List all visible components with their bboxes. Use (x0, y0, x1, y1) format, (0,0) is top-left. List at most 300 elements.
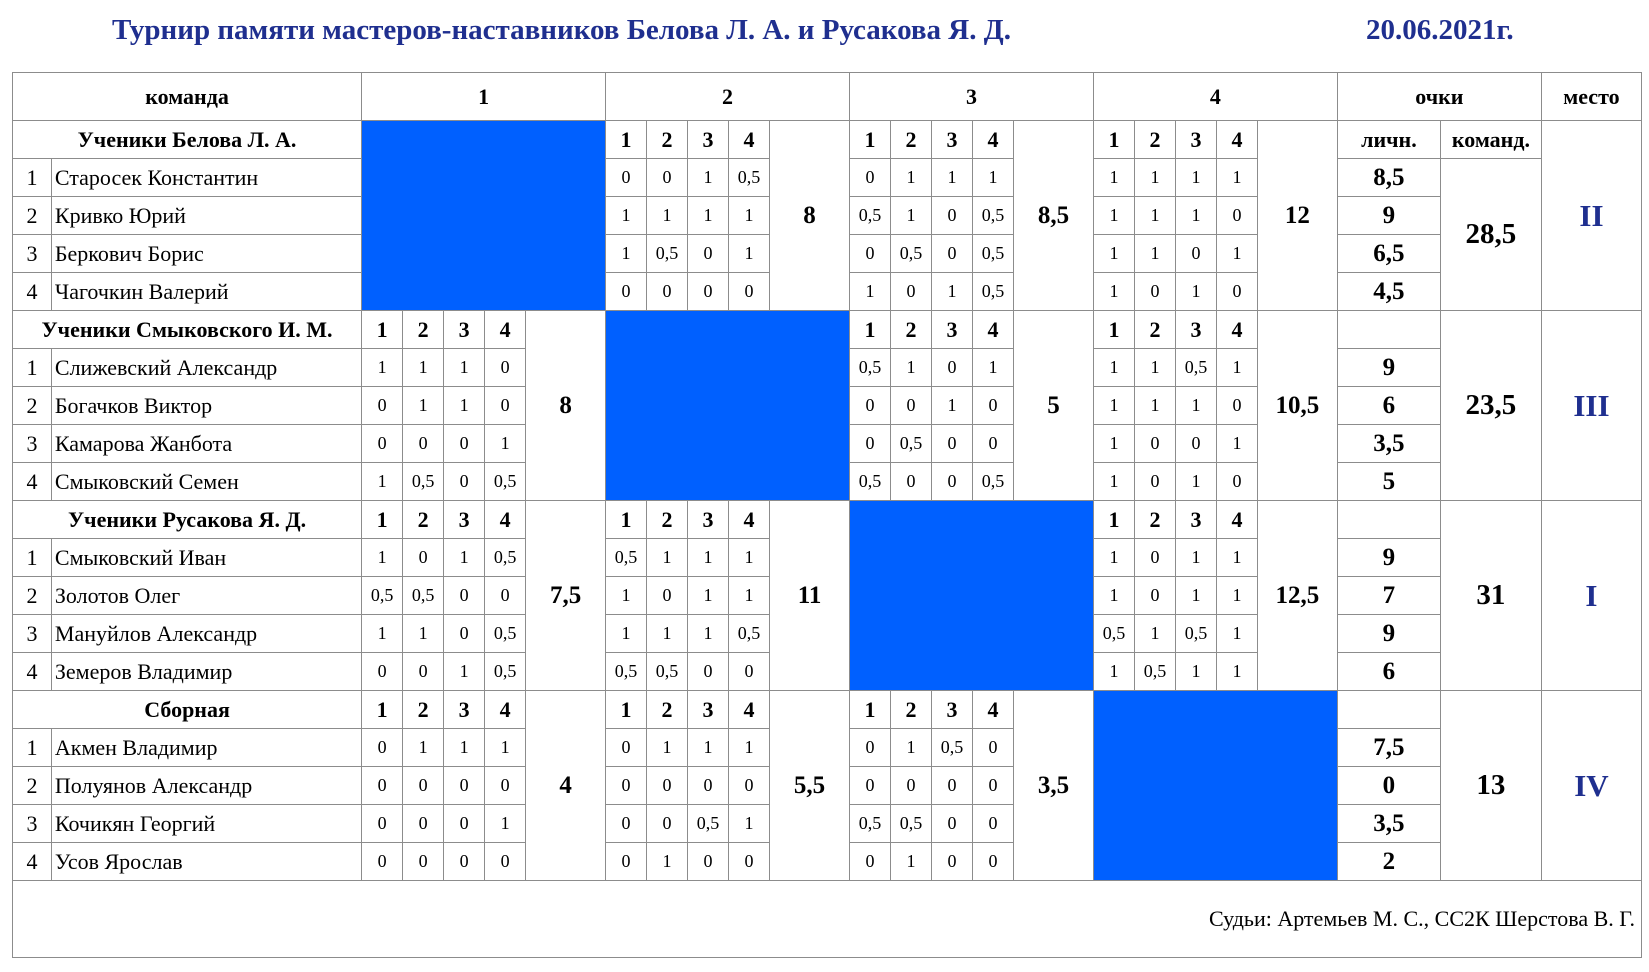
player-name: Беркович Борис (51, 235, 361, 273)
game-score: 1 (729, 197, 770, 235)
board-number: 3 (688, 691, 729, 729)
game-score: 0 (891, 387, 932, 425)
judges-line: Судьи: Артемьев М. С., СС2К Шерстова В. Г. (13, 881, 1642, 958)
game-score: 1 (729, 539, 770, 577)
player-name: Кочикян Георгий (51, 805, 361, 843)
game-score: 0,5 (403, 577, 444, 615)
game-score: 1 (1216, 235, 1257, 273)
self-play-block (1093, 691, 1337, 881)
game-score: 0 (485, 767, 526, 805)
game-score: 1 (1175, 539, 1216, 577)
game-score: 1 (606, 577, 647, 615)
game-score: 0 (729, 653, 770, 691)
board-number: 4 (485, 501, 526, 539)
player-name: Камарова Жанбота (51, 425, 361, 463)
self-play-block (850, 501, 1094, 691)
personal-points: 9 (1337, 349, 1440, 387)
player-number: 3 (13, 425, 52, 463)
game-score: 1 (1093, 273, 1134, 311)
game-score: 0,5 (729, 615, 770, 653)
player-name: Золотов Олег (51, 577, 361, 615)
team-header-row (13, 501, 1642, 539)
game-score: 0 (850, 425, 891, 463)
board-number: 3 (1175, 311, 1216, 349)
board-number: 3 (688, 501, 729, 539)
personal-points: 8,5 (1337, 159, 1440, 197)
col-header-team: команда (13, 73, 362, 121)
game-score: 0 (444, 843, 485, 881)
game-score: 1 (688, 615, 729, 653)
personal-points: 6 (1337, 387, 1440, 425)
board-number: 3 (932, 311, 973, 349)
match-total: 12,5 (1257, 501, 1337, 691)
game-score: 0,5 (485, 463, 526, 501)
board-number: 4 (729, 121, 770, 159)
game-score: 0 (606, 729, 647, 767)
game-score: 0 (606, 273, 647, 311)
game-score: 0,5 (891, 235, 932, 273)
board-number: 2 (403, 691, 444, 729)
game-score: 1 (729, 577, 770, 615)
team-points: 28,5 (1440, 159, 1541, 311)
team-points: 23,5 (1440, 311, 1541, 501)
game-score: 1 (606, 235, 647, 273)
game-score: 1 (606, 197, 647, 235)
player-number: 4 (13, 653, 52, 691)
board-number: 1 (362, 501, 403, 539)
game-score: 0 (850, 843, 891, 881)
team-points: 13 (1440, 691, 1541, 881)
game-score: 1 (1216, 539, 1257, 577)
game-score: 0 (850, 159, 891, 197)
board-number: 2 (1134, 121, 1175, 159)
footer-row (13, 881, 1642, 958)
game-score: 0 (647, 273, 688, 311)
game-score: 0 (444, 463, 485, 501)
board-number: 4 (1216, 501, 1257, 539)
game-score: 1 (1093, 235, 1134, 273)
game-score: 0,5 (932, 729, 973, 767)
player-number: 1 (13, 539, 52, 577)
board-number: 1 (850, 121, 891, 159)
board-number: 3 (688, 121, 729, 159)
game-score: 1 (891, 159, 932, 197)
match-total: 3,5 (1014, 691, 1094, 881)
board-number: 2 (1134, 501, 1175, 539)
game-score: 0 (1175, 235, 1216, 273)
team-place: II (1541, 121, 1641, 311)
game-score: 1 (1093, 577, 1134, 615)
personal-points-empty (1337, 501, 1440, 539)
player-number: 1 (13, 349, 52, 387)
game-score: 0,5 (647, 653, 688, 691)
game-score: 1 (1216, 159, 1257, 197)
game-score: 1 (1175, 463, 1216, 501)
player-number: 2 (13, 767, 52, 805)
player-number: 3 (13, 615, 52, 653)
game-score: 0 (362, 805, 403, 843)
game-score: 0 (891, 463, 932, 501)
game-score: 1 (729, 805, 770, 843)
game-score: 1 (444, 729, 485, 767)
board-number: 3 (444, 691, 485, 729)
game-score: 0 (1216, 273, 1257, 311)
game-score: 0 (688, 273, 729, 311)
game-score: 1 (444, 387, 485, 425)
board-number: 2 (1134, 311, 1175, 349)
game-score: 1 (1175, 197, 1216, 235)
game-score: 1 (1134, 235, 1175, 273)
board-number: 4 (1216, 121, 1257, 159)
board-number: 2 (647, 121, 688, 159)
player-number: 4 (13, 273, 52, 311)
game-score: 1 (729, 729, 770, 767)
match-total: 8,5 (1014, 121, 1094, 311)
team-name: Ученики Белова Л. А. (13, 121, 362, 159)
personal-points: 4,5 (1337, 273, 1440, 311)
game-score: 0 (932, 425, 973, 463)
game-score: 1 (1134, 387, 1175, 425)
personal-points: 0 (1337, 767, 1440, 805)
board-number: 2 (647, 691, 688, 729)
player-number: 1 (13, 159, 52, 197)
match-total: 4 (526, 691, 606, 881)
game-score: 1 (973, 159, 1014, 197)
game-score: 0 (362, 387, 403, 425)
game-score: 0 (1134, 539, 1175, 577)
game-score: 0 (444, 425, 485, 463)
game-score: 0,5 (850, 463, 891, 501)
game-score: 1 (850, 273, 891, 311)
board-number: 4 (1216, 311, 1257, 349)
game-score: 0 (403, 805, 444, 843)
game-score: 0,5 (485, 653, 526, 691)
team-name: Сборная (13, 691, 362, 729)
game-score: 0 (647, 159, 688, 197)
game-score: 1 (688, 729, 729, 767)
board-number: 1 (1093, 121, 1134, 159)
personal-points: 7 (1337, 577, 1440, 615)
game-score: 1 (362, 349, 403, 387)
col-header-opponent-3: 3 (850, 73, 1094, 121)
game-score: 0,5 (891, 425, 932, 463)
board-number: 4 (729, 691, 770, 729)
board-number: 4 (485, 691, 526, 729)
game-score: 0,5 (850, 197, 891, 235)
personal-points: 9 (1337, 197, 1440, 235)
team-points: 31 (1440, 501, 1541, 691)
player-number: 3 (13, 235, 52, 273)
game-score: 1 (688, 159, 729, 197)
game-score: 0 (932, 197, 973, 235)
player-number: 3 (13, 805, 52, 843)
personal-points-empty (1337, 311, 1440, 349)
game-score: 0,5 (973, 197, 1014, 235)
col-header-opponent-1: 1 (362, 73, 606, 121)
game-score: 0 (891, 767, 932, 805)
game-score: 0 (362, 425, 403, 463)
game-score: 1 (1134, 615, 1175, 653)
game-score: 0 (1134, 425, 1175, 463)
board-number: 4 (973, 691, 1014, 729)
game-score: 1 (647, 843, 688, 881)
game-score: 0,5 (1134, 653, 1175, 691)
board-number: 1 (1093, 501, 1134, 539)
game-score: 1 (485, 425, 526, 463)
team-name: Ученики Русакова Я. Д. (13, 501, 362, 539)
game-score: 1 (1134, 159, 1175, 197)
game-score: 1 (688, 539, 729, 577)
team-place: IV (1541, 691, 1641, 881)
game-score: 0 (932, 235, 973, 273)
board-number: 3 (1175, 121, 1216, 159)
game-score: 0 (485, 843, 526, 881)
game-score: 0 (891, 273, 932, 311)
player-number: 4 (13, 843, 52, 881)
game-score: 0 (444, 615, 485, 653)
player-number: 2 (13, 387, 52, 425)
game-score: 1 (1093, 463, 1134, 501)
board-number: 2 (403, 311, 444, 349)
game-score: 0 (606, 767, 647, 805)
board-number: 2 (891, 311, 932, 349)
match-total: 11 (770, 501, 850, 691)
board-number: 3 (444, 311, 485, 349)
col-header-team-points: команд. (1440, 121, 1541, 159)
player-name: Смыковский Иван (51, 539, 361, 577)
game-score: 0 (932, 805, 973, 843)
game-score: 0 (688, 767, 729, 805)
personal-points: 9 (1337, 615, 1440, 653)
game-score: 0 (688, 235, 729, 273)
player-name: Чагочкин Валерий (51, 273, 361, 311)
game-score: 0 (485, 577, 526, 615)
game-score: 1 (403, 615, 444, 653)
game-score: 1 (647, 539, 688, 577)
game-score: 0 (606, 159, 647, 197)
personal-points: 6 (1337, 653, 1440, 691)
game-score: 1 (891, 843, 932, 881)
match-total: 5 (1014, 311, 1094, 501)
game-score: 0,5 (362, 577, 403, 615)
game-score: 0 (444, 767, 485, 805)
game-score: 1 (362, 615, 403, 653)
board-number: 3 (1175, 501, 1216, 539)
game-score: 1 (1216, 577, 1257, 615)
match-total: 7,5 (526, 501, 606, 691)
match-total: 8 (526, 311, 606, 501)
game-score: 1 (1093, 197, 1134, 235)
game-score: 1 (1134, 197, 1175, 235)
game-score: 0 (403, 767, 444, 805)
personal-points: 7,5 (1337, 729, 1440, 767)
game-score: 1 (891, 729, 932, 767)
game-score: 1 (444, 653, 485, 691)
game-score: 0,5 (606, 539, 647, 577)
game-score: 0 (362, 729, 403, 767)
game-score: 1 (1216, 349, 1257, 387)
game-score: 1 (1175, 159, 1216, 197)
board-number: 1 (606, 691, 647, 729)
game-score: 1 (362, 539, 403, 577)
board-number: 2 (403, 501, 444, 539)
game-score: 1 (932, 159, 973, 197)
personal-points: 3,5 (1337, 805, 1440, 843)
board-number: 4 (973, 121, 1014, 159)
game-score: 1 (485, 729, 526, 767)
board-number: 3 (932, 691, 973, 729)
game-score: 0,5 (1175, 615, 1216, 653)
game-score: 0 (688, 843, 729, 881)
team-name: Ученики Смыковского И. М. (13, 311, 362, 349)
game-score: 0 (606, 843, 647, 881)
game-score: 0 (647, 805, 688, 843)
game-score: 0 (362, 767, 403, 805)
game-score: 1 (891, 197, 932, 235)
col-header-opponent-4: 4 (1093, 73, 1337, 121)
personal-points: 2 (1337, 843, 1440, 881)
game-score: 1 (606, 615, 647, 653)
player-number: 4 (13, 463, 52, 501)
game-score: 0 (1175, 425, 1216, 463)
game-score: 1 (1093, 159, 1134, 197)
personal-points: 9 (1337, 539, 1440, 577)
game-score: 0 (688, 653, 729, 691)
team-place: III (1541, 311, 1641, 501)
personal-points-empty (1337, 691, 1440, 729)
match-total: 8 (770, 121, 850, 311)
game-score: 1 (1175, 577, 1216, 615)
game-score: 0 (932, 843, 973, 881)
game-score: 0,5 (688, 805, 729, 843)
player-number: 2 (13, 197, 52, 235)
game-score: 1 (688, 197, 729, 235)
personal-points: 5 (1337, 463, 1440, 501)
board-number: 1 (850, 311, 891, 349)
game-score: 0 (973, 729, 1014, 767)
crosstable (12, 72, 1642, 958)
player-name: Усов Ярослав (51, 843, 361, 881)
game-score: 0 (1216, 197, 1257, 235)
header-row (13, 73, 1642, 121)
game-score: 0 (850, 387, 891, 425)
game-score: 1 (1175, 273, 1216, 311)
player-name: Слижевский Александр (51, 349, 361, 387)
team-place: I (1541, 501, 1641, 691)
col-header-opponent-2: 2 (606, 73, 850, 121)
game-score: 0 (932, 767, 973, 805)
game-score: 1 (1093, 539, 1134, 577)
game-score: 1 (1216, 615, 1257, 653)
game-score: 0,5 (403, 463, 444, 501)
game-score: 0,5 (485, 539, 526, 577)
game-score: 1 (444, 539, 485, 577)
team-header-row (13, 121, 1642, 159)
game-score: 0 (1134, 273, 1175, 311)
game-score: 1 (647, 615, 688, 653)
board-number: 1 (606, 501, 647, 539)
game-score: 0,5 (891, 805, 932, 843)
game-score: 0 (647, 767, 688, 805)
self-play-block (606, 311, 850, 501)
game-score: 0,5 (1093, 615, 1134, 653)
game-score: 1 (1175, 653, 1216, 691)
board-number: 1 (362, 311, 403, 349)
game-score: 0 (850, 235, 891, 273)
game-score: 1 (362, 463, 403, 501)
board-number: 3 (932, 121, 973, 159)
game-score: 1 (1216, 653, 1257, 691)
player-name: Земеров Владимир (51, 653, 361, 691)
game-score: 0 (973, 843, 1014, 881)
player-number: 1 (13, 729, 52, 767)
player-name: Мануйлов Александр (51, 615, 361, 653)
player-name: Кривко Юрий (51, 197, 361, 235)
match-total: 5,5 (770, 691, 850, 881)
game-score: 1 (729, 235, 770, 273)
game-score: 1 (932, 273, 973, 311)
game-score: 0 (973, 767, 1014, 805)
board-number: 2 (891, 691, 932, 729)
tournament-date: 20.06.2021г. (1366, 14, 1514, 46)
player-number: 2 (13, 577, 52, 615)
game-score: 1 (1134, 349, 1175, 387)
self-play-block (362, 121, 606, 311)
board-number: 4 (485, 311, 526, 349)
game-score: 0 (729, 273, 770, 311)
board-number: 4 (973, 311, 1014, 349)
personal-points: 6,5 (1337, 235, 1440, 273)
match-total: 10,5 (1257, 311, 1337, 501)
game-score: 0 (647, 577, 688, 615)
game-score: 1 (444, 349, 485, 387)
board-number: 3 (444, 501, 485, 539)
game-score: 0 (973, 805, 1014, 843)
board-number: 1 (1093, 311, 1134, 349)
game-score: 1 (1093, 653, 1134, 691)
game-score: 0 (444, 577, 485, 615)
game-score: 0 (973, 387, 1014, 425)
game-score: 0,5 (973, 463, 1014, 501)
game-score: 0 (485, 387, 526, 425)
game-score: 0 (362, 653, 403, 691)
col-header-points: очки (1337, 73, 1541, 121)
player-name: Акмен Владимир (51, 729, 361, 767)
game-score: 1 (403, 729, 444, 767)
game-score: 0,5 (1175, 349, 1216, 387)
game-score: 0,5 (647, 235, 688, 273)
player-name: Полуянов Александр (51, 767, 361, 805)
personal-points: 3,5 (1337, 425, 1440, 463)
board-number: 4 (729, 501, 770, 539)
board-number: 1 (606, 121, 647, 159)
game-score: 0 (606, 805, 647, 843)
game-score: 1 (1093, 425, 1134, 463)
game-score: 0 (403, 653, 444, 691)
game-score: 0 (973, 425, 1014, 463)
game-score: 0,5 (973, 235, 1014, 273)
team-header-row (13, 311, 1642, 349)
board-number: 1 (850, 691, 891, 729)
game-score: 1 (647, 197, 688, 235)
game-score: 1 (891, 349, 932, 387)
match-total: 12 (1257, 121, 1337, 311)
game-score: 0,5 (729, 159, 770, 197)
game-score: 0,5 (606, 653, 647, 691)
game-score: 1 (647, 729, 688, 767)
game-score: 0 (729, 767, 770, 805)
board-number: 1 (362, 691, 403, 729)
